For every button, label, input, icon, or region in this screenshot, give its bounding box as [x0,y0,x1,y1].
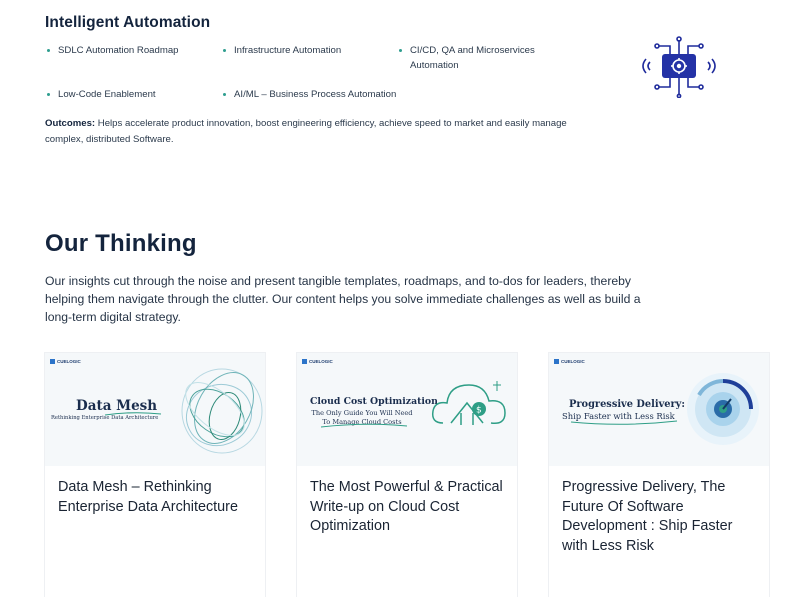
list-item [221,87,397,102]
card-thumbnail[interactable] [45,353,265,466]
list-item-label: Low-Code Enablement [58,89,156,100]
logo-mark-icon [302,359,307,364]
card-title[interactable]: Data Mesh – Rethinking Enterprise Data Architecture [58,479,238,515]
list-item-label: SDLC Automation Roadmap [58,45,179,56]
svg-text:$: $ [476,405,482,416]
logo-mark-icon [554,359,559,364]
bullet-icon [399,49,402,52]
intelligent-automation-section [45,14,605,148]
brand-logo [554,359,585,364]
logo-mark-icon [50,359,55,364]
data-mesh-illustration [167,361,265,461]
underline-swoosh [103,411,163,417]
list-item [221,43,397,73]
article-card-cloud-cost[interactable] [296,352,518,597]
brand-logo [50,359,81,364]
brand-logo [302,359,333,364]
thumb-title: Cloud Cost Optimization [310,396,438,407]
outcomes-label: Outcomes: [45,118,96,129]
article-cards [44,352,770,597]
section-intro: Our insights cut through the noise and present tangible templates, roadmaps, and to-dos for leaders, thereby helping them navigate through the clutter. Our content helps you solve immediate challenges as well as build a long-term digital strategy. [45,274,641,324]
card-thumbnail[interactable] [549,353,769,466]
bullet-icon [47,49,50,52]
card-title[interactable]: The Most Powerful & Practical Write-up on Cloud Cost Optimization [310,479,503,534]
article-card-data-mesh[interactable] [44,352,266,597]
brand-name: CUELOGIC [57,359,81,364]
list-item-label: AI/ML – Business Process Automation [234,89,397,100]
our-thinking-section [45,230,665,326]
thumb-subtitle: Rethinking Enterprise Data Architecture [51,415,159,421]
cloud-cost-illustration [427,373,511,443]
automation-list [45,43,605,102]
underline-swoosh [319,422,409,430]
thumb-title: Data Mesh [76,398,158,414]
speedometer-illustration [685,371,761,447]
thumb-title: Progressive Delivery: [569,399,685,410]
bullet-icon [223,93,226,96]
list-item-label: CI/CD, QA and Microservices Automation [410,45,535,71]
brand-name: CUELOGIC [309,359,333,364]
list-item-label: Infrastructure Automation [234,45,342,56]
article-card-progressive-delivery[interactable] [548,352,770,597]
list-item [397,43,577,73]
list-item [45,43,221,73]
outcomes-body: Helps accelerate product innovation, boost engineering efficiency, achieve speed to market and easily manage complex, distributed Software. [45,118,567,145]
thumb-subtitle: The Only Guide You Will Need To Manage Cloud Costs [311,409,413,426]
thumb-subtitle: Ship Faster with Less Risk [562,411,675,421]
list-item [45,87,221,102]
card-thumbnail[interactable] [297,353,517,466]
card-title[interactable]: Progressive Delivery, The Future Of Software Development : Ship Faster with Less Risk [562,479,733,554]
brand-name: CUELOGIC [561,359,585,364]
section-heading: Our Thinking [45,230,197,257]
section-heading: Intelligent Automation [45,14,211,31]
bullet-icon [47,93,50,96]
automation-chip-icon [640,36,718,98]
underline-swoosh [569,419,679,427]
outcomes-text [45,116,585,148]
bullet-icon [223,49,226,52]
